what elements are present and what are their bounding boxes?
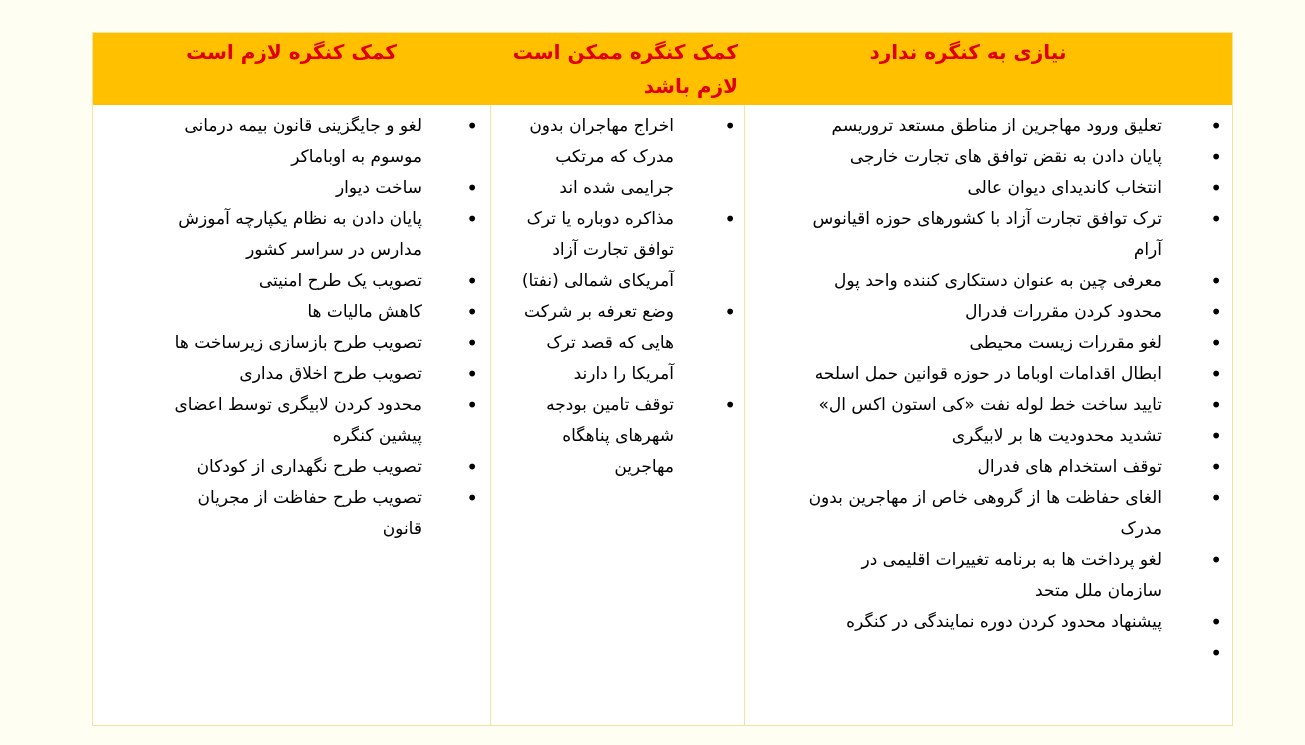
list-item: • تصویب طرح حفاظت از مجریان قانون xyxy=(163,483,422,545)
list-item: • محدود کردن مقررات فدرال xyxy=(805,297,1162,328)
header-no-congress-needed: نیازی به کنگره ندارد xyxy=(744,33,1232,105)
list-no-congress-needed xyxy=(745,111,1232,638)
list-item: • الغای حفاظت ها از گروهی خاص از مهاجرین بدون مدرک xyxy=(805,483,1162,545)
list-item: • اخراج مهاجران بدون مدرک که مرتکب جرایمی شده اند xyxy=(503,111,674,204)
list-item: • تصویب طرح بازسازی زیرساخت ها xyxy=(163,328,422,359)
list-item: • ترک توافق تجارت آزاد با کشورهای حوزه اقیانوس آرام xyxy=(805,204,1162,266)
list-item: • ساخت دیوار xyxy=(163,173,422,204)
list-item: • تصویب یک طرح امنیتی xyxy=(163,266,422,297)
list-item: • ابطال اقدامات اوباما در حوزه قوانین حمل اسلحه xyxy=(805,359,1162,390)
list-item: • تصویب طرح نگهداری از کودکان xyxy=(163,452,422,483)
list-item: • تصویب طرح اخلاق مداری xyxy=(163,359,422,390)
list-item: • مذاکره دوباره یا ترک توافق تجارت آزاد آمریکای شمالی (نفتا) xyxy=(503,204,674,297)
list-item: • تایید ساخت خط لوله نفت «کی استون اکس ال» xyxy=(805,390,1162,421)
list-item: • لغو و جایگزینی قانون بیمه درمانی موسوم به اوباماکر xyxy=(163,111,422,173)
list-item: • محدود کردن لابیگری توسط اعضای پیشین کنگره xyxy=(163,390,422,452)
list-item: • پیشنهاد محدود کردن دوره نمایندگی در کنگره xyxy=(805,607,1162,638)
column-congress-may-be-needed xyxy=(490,105,744,725)
list-item: • پایان دادن به نظام یکپارچه آموزش مدارس در سراسر کشور xyxy=(163,204,422,266)
list-item: • تشدید محدودیت ها بر لابیگری xyxy=(805,421,1162,452)
list-item: • لغو پرداخت ها به برنامه تغییرات اقلیمی در سازمان ملل متحد xyxy=(805,545,1162,607)
list-item: • وضع تعرفه بر شرکت هایی که قصد ترک آمریکا را دارند xyxy=(503,297,674,390)
list-item: • انتخاب کاندیدای دیوان عالی xyxy=(805,173,1162,204)
list-item: • توقف استخدام های فدرال xyxy=(805,452,1162,483)
list-item: • لغو مقررات زیست محیطی xyxy=(805,328,1162,359)
header-congress-needed: کمک کنگره لازم است xyxy=(93,33,490,105)
list-item: • معرفی چین به عنوان دستکاری کننده واحد پول xyxy=(805,266,1162,297)
list-item: • کاهش مالیات ها xyxy=(163,297,422,328)
congress-table xyxy=(92,32,1233,726)
list-congress-may-be-needed xyxy=(491,111,744,483)
list-item: • پایان دادن به نقض توافق های تجارت خارجی xyxy=(805,142,1162,173)
list-item: • تعلیق ورود مهاجرین از مناطق مستعد تروریسم xyxy=(805,111,1162,142)
header-congress-may-be-needed: کمک کنگره ممکن است لازم باشد xyxy=(490,33,744,105)
list-congress-needed xyxy=(93,111,490,545)
list-item: • توقف تامین بودجه شهرهای پناهگاه مهاجرین xyxy=(503,390,674,483)
column-congress-needed xyxy=(93,105,490,725)
column-no-congress-needed xyxy=(744,105,1232,725)
